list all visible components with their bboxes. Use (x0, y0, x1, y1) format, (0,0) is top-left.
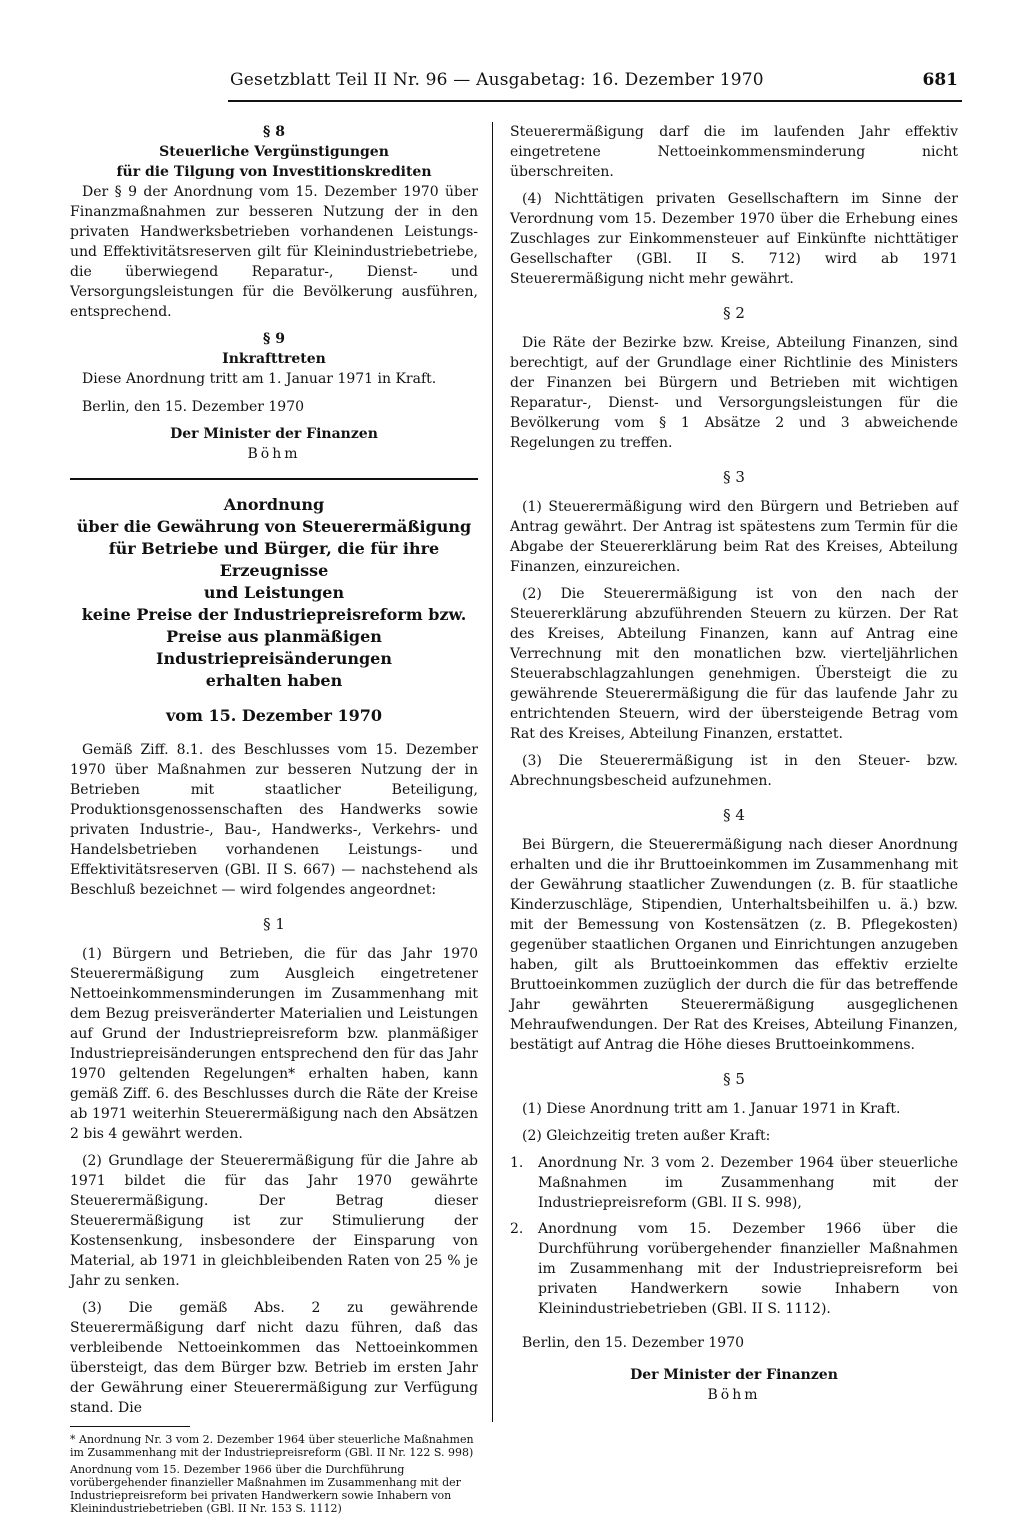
footnote-rule (70, 1426, 190, 1427)
section-3-para-3: (3) Die Steuerermäßigung ist in den Steuer- bzw. Abrechnungsbescheid aufzunehmen. (510, 753, 958, 789)
column-divider (492, 122, 493, 1422)
section-1-para-1: (1) Bürgern und Betrieben, die für das Jahr 1970 Steuerermäßigung zum Ausgleich eingetretener Nettoeinkommensminderungen im Zusammenhang mit dem Bezug preisveränderter Materialien und Leistungen auf Grund der Industriepreisreform bzw. planmäßiger Industriepreisänderungen entsprechend den für das Jahr 1970 geltenden Regelungen* erhalten haben, kann gemäß Ziff. 6. des Beschlusses durch die Räte der Kreise ab 1971 weiterhin Steuerermäßigung nach den Absätzen 2 bis 4 gewährt werden. (70, 946, 478, 1142)
signature-name-2: Böhm (707, 1387, 761, 1403)
section-5-para-1: (1) Diese Anordnung tritt am 1. Januar 1971 in Kraft. (522, 1101, 901, 1117)
place-date-2: Berlin, den 15. Dezember 1970 (522, 1335, 745, 1351)
page-header (230, 70, 960, 100)
section-3-para-2: (2) Die Steuerermäßigung ist von den nach der Steuererklärung abzuführenden Steuern zu kürzen. Der Rat des Kreises, Abteilung Finanzen, kann auf Antrag eine Verrechnung mit den monatlichen bzw. vierteljährlichen Steuerabschlagzahlungen genehmigen. Übersteigt die zu gewährende Steuerermäßigung die für das laufende Jahr zu entrichtenden Steuern, wird der übersteigende Betrag vom Rat des Kreises, Abteilung Finanzen, erstattet. (510, 586, 958, 742)
section-2-number: § 2 (723, 304, 745, 322)
footnote-1: * Anordnung Nr. 3 vom 2. Dezember 1964 über steuerliche Maßnahmen im Zusammenhang mit der Industriepreisreform (GBl. II Nr. 122 S. 998) (70, 1433, 474, 1459)
section-1-para-4: (4) Nichttätigen privaten Gesellschaftern im Sinne der Verordnung vom 15. Dezember 1970 über die Erhebung eines Zuschlages zur Einkommensteuer auf Einkünfte nichttätiger Gesellschafter (GBl. II S. 712) wird ab 1971 Steuerermäßigung nicht mehr gewährt. (510, 191, 958, 287)
page-number: 681 (922, 70, 958, 90)
signature-name-1: Böhm (247, 446, 301, 462)
section-3-number: § 3 (723, 468, 745, 486)
section-1-continuation: Steuerermäßigung darf die im laufenden Jahr effektiv eingetretene Nettoeinkommensminderung nicht überschreiten. (510, 124, 958, 180)
title-line: und Leistungen (203, 583, 345, 602)
section-8-number: § 8 (263, 124, 285, 140)
section-1-para-3: (3) Die gemäß Abs. 2 zu gewährende Steuerermäßigung darf nicht dazu führen, daß das verbleibende Nettoeinkommen das Nettoeinkommen übersteigt, das dem Bürger bzw. Betrieb im ersten Jahr der Gewährung einer Steuerermäßigung zur Verfügung stand. Die (70, 1300, 478, 1416)
list-item (510, 1219, 958, 1319)
left-column (70, 122, 478, 1519)
section-9-text: Diese Anordnung tritt am 1. Januar 1971 in Kraft. (82, 371, 437, 387)
list-item-number: 1. (510, 1155, 524, 1171)
section-4-number: § 4 (723, 806, 745, 824)
section-8-text: Der § 9 der Anordnung vom 15. Dezember 1970 über Finanzmaßnahmen zur besseren Nutzung der in den privaten Handwerksbetrieben vorhandenen Leistungs- und Effektivitätsreserven gilt für Kleinindustriebetriebe, die überwiegend Reparatur-, Dienst- und Versorgungsleistungen für die Bevölkerung ausführen, entsprechend. (70, 184, 478, 320)
section-2-text: Die Räte der Bezirke bzw. Kreise, Abteilung Finanzen, sind berechtigt, auf der Grundlage einer Richtlinie des Ministers der Finanzen bei Bürgern und Betrieben mit wichtigen Reparatur-, Dienst- und Versorgungsleistungen für die Bevölkerung vom § 1 Absätze 2 und 3 abweichende Regelungen zu treffen. (510, 335, 958, 451)
section-1-number: § 1 (263, 915, 285, 933)
intro-text: Gemäß Ziff. 8.1. des Beschlusses vom 15. Dezember 1970 über Maßnahmen zur besseren Nutzung der in Betrieben mit staatlicher Beteiligung, Produktionsgenossenschaften des Handwerks sowie privaten Industrie-, Bau-, Handwerks-, Verkehrs- und Handelsbetrieben vorhandenen Leistungs- und Effektivitätsreserven (GBl. II S. 667) — nachstehend als Beschluß bezeichnet — wird folgendes angeordnet: (70, 742, 478, 898)
list-item-number: 2. (510, 1221, 524, 1237)
title-line: über die Gewährung von Steuerermäßigung (76, 517, 472, 536)
title-line: keine Preise der Industriepreisreform bzw. (81, 605, 467, 624)
place-date-1: Berlin, den 15. Dezember 1970 (82, 399, 305, 415)
title-line: Preise aus planmäßigen Industriepreisänderungen (156, 627, 392, 668)
right-column (510, 122, 958, 1405)
list-item (510, 1153, 958, 1213)
signature-title-2: Der Minister der Finanzen (630, 1367, 838, 1383)
title-line: Anordnung (223, 495, 325, 514)
header-rule (228, 100, 962, 102)
title-line: für Betriebe und Bürger, die für ihre Erzeugnisse (108, 539, 440, 580)
section-5-para-2: (2) Gleichzeitig treten außer Kraft: (522, 1128, 771, 1144)
list-item-text: Anordnung Nr. 3 vom 2. Dezember 1964 über steuerliche Maßnahmen im Zusammenhang mit der Industriepreisreform (GBl. II S. 998), (538, 1155, 958, 1211)
title-date: vom 15. Dezember 1970 (165, 706, 383, 725)
section-8-heading-1: Steuerliche Vergünstigungen (159, 144, 389, 160)
section-9-number: § 9 (263, 331, 285, 347)
repealed-list (510, 1153, 958, 1319)
section-9-heading: Inkrafttreten (222, 351, 326, 367)
section-8-heading-2: für die Tilgung von Investitionskrediten (116, 164, 432, 180)
signature-title-1: Der Minister der Finanzen (170, 426, 378, 442)
footnote-2: Anordnung vom 15. Dezember 1966 über die Durchführung vorübergehender finanzieller Maßnahmen im Zusammenhang mit der Industriepreisreform bei privaten Handwerkern sowie Inhabern von Kleinindustriebetrieben (GBl. II Nr. 153 S. 1112) (70, 1463, 461, 1515)
header-title: Gesetzblatt Teil II Nr. 96 — Ausgabetag: 16. Dezember 1970 (230, 70, 764, 90)
ordinance-title (70, 494, 478, 726)
section-1-para-2: (2) Grundlage der Steuerermäßigung für die Jahre ab 1971 bildet die für das Jahr 1970 gewährte Steuerermäßigung. Der Betrag dieser Steuerermäßigung ist zur Stimulierung der Kostensenkung, insbesondere der Einsparung von Material, ab 1971 in gleichbleibenden Raten von 25 % je Jahr zu senken. (70, 1153, 478, 1289)
title-line: erhalten haben (205, 671, 343, 690)
section-5-number: § 5 (723, 1070, 745, 1088)
section-rule (70, 478, 478, 480)
section-3-para-1: (1) Steuerermäßigung wird den Bürgern und Betrieben auf Antrag gewährt. Der Antrag ist spätestens zum Termin für die Abgabe der Steuererklärung beim Rat des Kreises, Abteilung Finanzen, einzureichen. (510, 499, 958, 575)
section-4-text: Bei Bürgern, die Steuerermäßigung nach dieser Anordnung erhalten und die ihr Bruttoeinkommen im Zusammenhang mit der Gewährung staatlicher Zuwendungen (z. B. für staatliche Kinderzuschläge, Stipendien, Unterhaltsbeihilfen u. ä.) bzw. mit der Bemessung von Kostensätzen (z. B. Pflegekosten) gegenüber staatlichen Organen und Einrichtungen anzugeben haben, gilt als Bruttoeinkommen das effektiv erzielte Bruttoeinkommen zuzüglich der durch die für das betreffende Jahr gewährten Steuerermäßigung ausgeglichenen Mehraufwendungen. Der Rat des Kreises, Abteilung Finanzen, bestätigt auf Antrag die Höhe dieses Bruttoeinkommens. (510, 837, 958, 1053)
list-item-text: Anordnung vom 15. Dezember 1966 über die Durchführung vorübergehender finanzieller Maßnahmen im Zusammenhang mit der Industriepreisreform bei privaten Handwerkern sowie Inhabern von Kleinindustriebetrieben (GBl. II S. 1112). (538, 1221, 958, 1317)
